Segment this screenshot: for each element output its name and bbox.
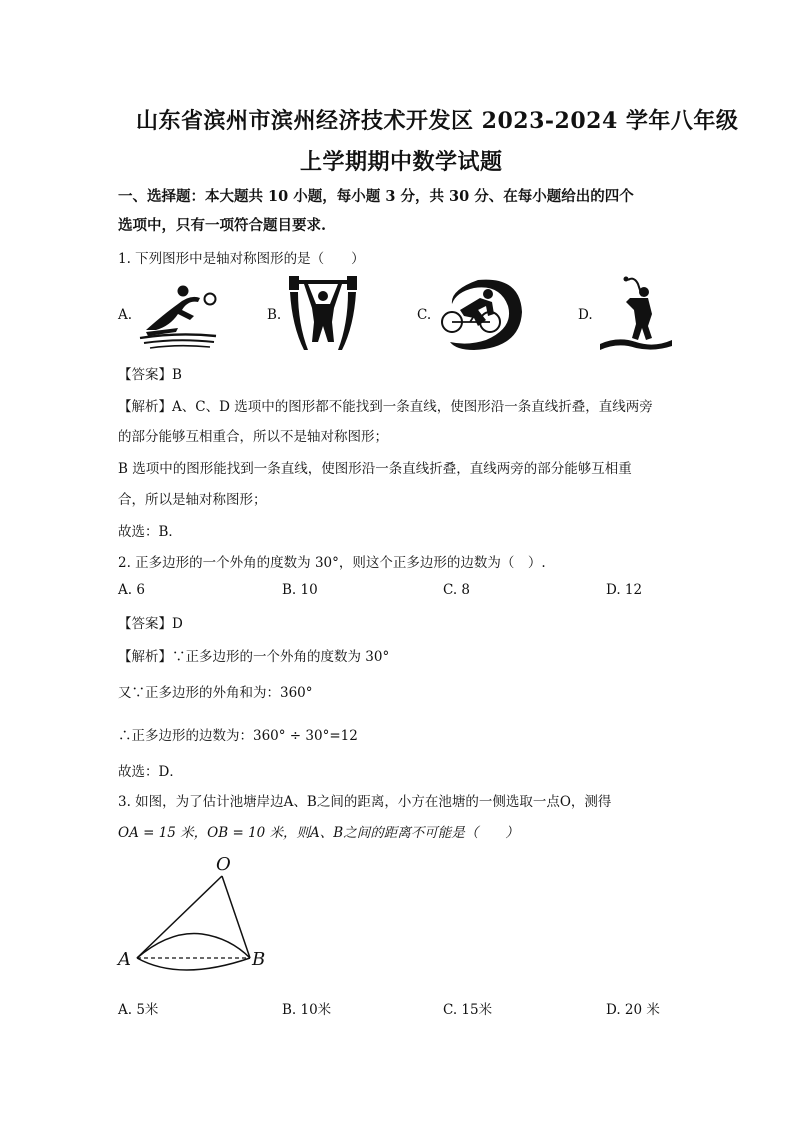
cyclist-icon (434, 276, 524, 352)
q2-analysis-line3: ∴正多边形的边数为：360° ÷ 30°=12 (118, 728, 358, 744)
q2-analysis-line2: 又∵正多边形的外角和为：360° (118, 685, 313, 701)
q1-analysis-line4: 合，所以是轴对称图形； (118, 492, 267, 508)
q2-option-c: C. 8 (443, 582, 471, 598)
q1-analysis-line1: 【解析】A、C、D 选项中的图形都不能找到一条直线，使图形沿一条直线折叠，直线两旁 (118, 399, 653, 415)
weightlifter-icon (286, 276, 360, 352)
q3-option-a: A. 5米 (118, 1002, 159, 1018)
question-3-stem-line2: OA = 15 米，OB = 10 米，则A、B之间的距离不可能是（ ） (118, 825, 519, 841)
q2-conclusion: 故选：D． (118, 764, 183, 780)
q1-answer: 【答案】B (118, 367, 182, 383)
q3-option-c: C. 15米 (443, 1002, 493, 1018)
point-b-label: B (252, 949, 266, 970)
q1-analysis-line2: 的部分能够互相重合，所以不是轴对称图形； (118, 429, 388, 445)
question-2-stem: 2. 正多边形的一个外角的度数为 30°，则这个正多边形的边数为（ ）. (118, 555, 546, 571)
section-heading-line1: 一、选择题：本大题共 10 小题，每小题 3 分，共 30 分、在每小题给出的四个 (118, 188, 634, 205)
q1-option-c-label: C. (417, 307, 432, 323)
q3-option-b: B. 10米 (282, 1002, 332, 1018)
q1-option-a-label: A. (118, 307, 133, 323)
q1-analysis-line3: B 选项中的图形能找到一条直线，使图形沿一条直线折叠，直线两旁的部分能够互相重 (118, 461, 632, 477)
volleyball-player-icon (138, 282, 220, 350)
section-heading-line2: 选项中，只有一项符合题目要求. (118, 217, 327, 234)
q2-analysis-line1: 【解析】∵正多边形的一个外角的度数为 30° (118, 649, 390, 665)
question-3-stem-line1: 3. 如图，为了估计池塘岸边A、B之间的距离，小方在池塘的一侧选取一点O，测得 (118, 794, 612, 810)
q1-option-b-label: B. (267, 307, 282, 323)
point-a-label: A (118, 949, 131, 970)
q2-option-d: D. 12 (606, 582, 643, 598)
q2-option-a: A. 6 (118, 582, 145, 598)
question-1-stem: 1. 下列图形中是轴对称图形的是（ ） (118, 251, 365, 267)
golfer-icon (598, 274, 674, 354)
q2-option-b: B. 10 (282, 582, 318, 598)
q2-answer: 【答案】D (118, 616, 183, 632)
q1-conclusion: 故选：B． (118, 524, 182, 540)
point-o-label: O (216, 854, 231, 875)
page-title-line1: 山东省滨州市滨州经济技术开发区 2023-2024 学年八年级 (136, 108, 739, 134)
q3-option-d: D. 20 米 (606, 1002, 660, 1018)
page-title-line2: 上学期期中数学试题 (300, 149, 503, 175)
q1-option-d-label: D. (578, 307, 593, 323)
pond-distance-figure (110, 850, 280, 975)
